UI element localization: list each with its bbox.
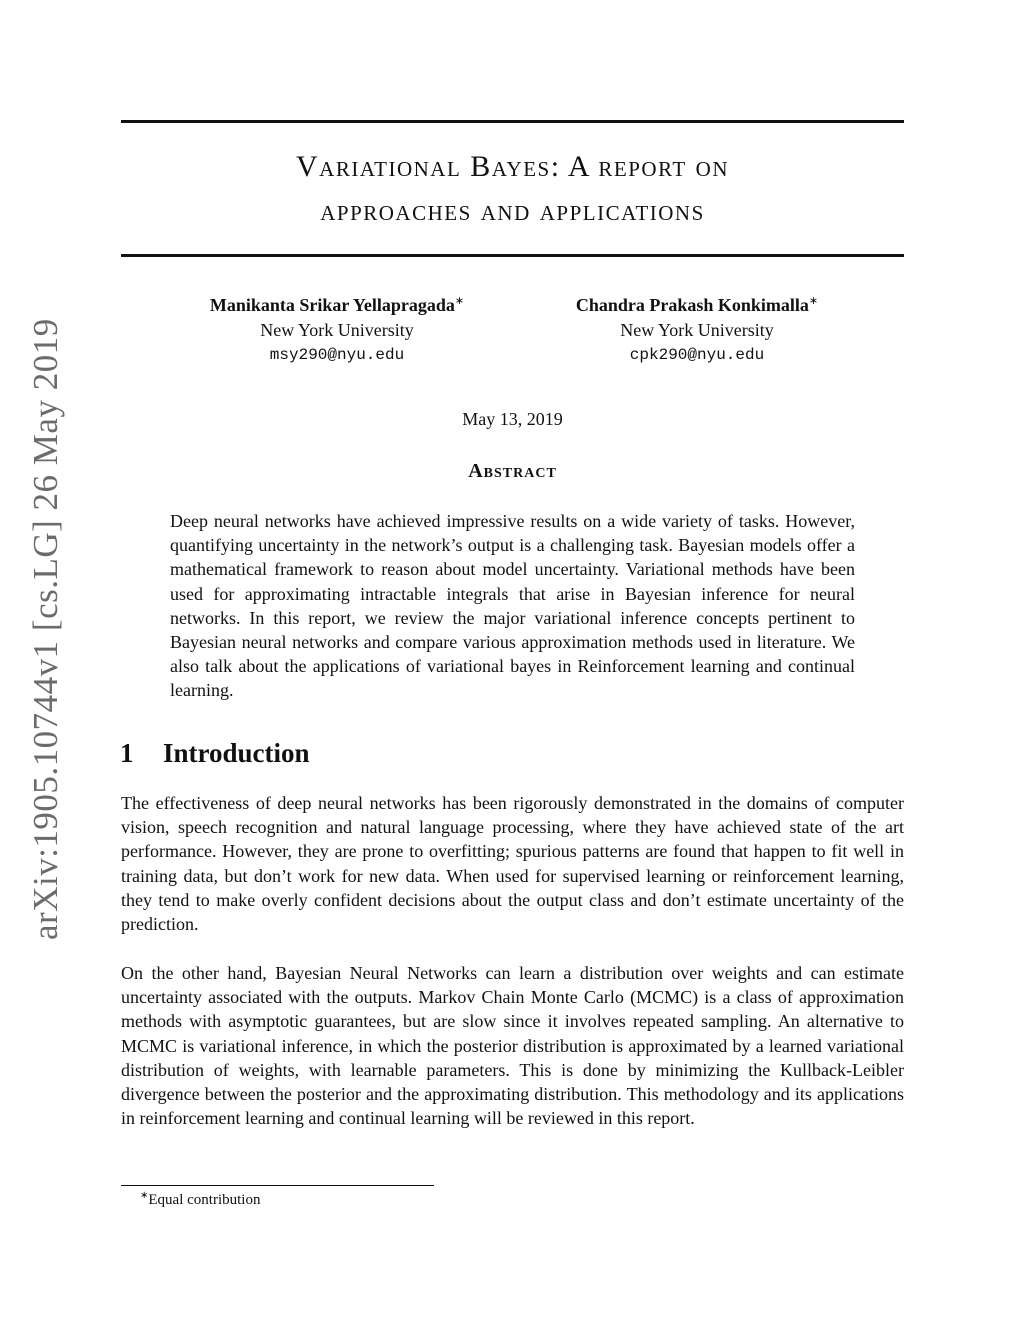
section-heading — [120, 738, 310, 769]
author-footnote-marker: ∗ — [808, 295, 819, 307]
abstract-heading: Abstract — [468, 460, 557, 482]
title-line-2: approaches and applications — [320, 194, 705, 227]
section-number: 1 — [120, 738, 134, 768]
title-top-rule — [121, 120, 904, 123]
author-footnote-marker: ∗ — [454, 295, 465, 307]
arxiv-identifier-stamp: arXiv:1905.10744v1 [cs.LG] 26 May 2019 — [26, 318, 65, 940]
author-affiliation: New York University — [260, 320, 414, 340]
author-email[interactable]: msy290@nyu.edu — [269, 346, 405, 364]
publication-date: May 13, 2019 — [462, 409, 563, 429]
author-block-2 — [520, 289, 874, 368]
author-affiliation: New York University — [620, 320, 774, 340]
footnote-text: Equal contribution — [148, 1192, 261, 1208]
author-block-1 — [160, 289, 514, 368]
section-title: Introduction — [163, 738, 310, 768]
body-paragraph: The effectiveness of deep neural networks has been rigorously demonstrated in the domains of computer vision, speech recognition and natural language processing, where they have achieved state of the art performance. However, they are prone to overfitting; spurious patterns are found that happen to fit well in training data, but don’t work for new data. When used for supervised learning or reinforcement learning, they tend to make overly confident decisions about the output class and don’t estimate uncertainty of the prediction. — [121, 793, 904, 935]
footnote — [140, 1190, 260, 1209]
abstract-text: Deep neural networks have achieved impressive results on a wide variety of tasks. However, quantifying uncertainty in the network’s output is a challenging task. Bayesian models offer a mathematical framework to reason about model uncertainty. Variational methods have been used for approximating intractable integrals that arise in Bayesian inference for neural networks. In this report, we review the major variational inference concepts pertinent to Bayesian neural networks and compare various approximation methods used in literature. We also talk about the applications of variational bayes in Reinforcement learning and continual learning. — [170, 511, 855, 701]
footnote-marker: ∗ — [140, 1190, 149, 1201]
body-paragraph: On the other hand, Bayesian Neural Networks can learn a distribution over weights and can estimate uncertainty associated with the outputs. Markov Chain Monte Carlo (MCMC) is a class of approximation methods with asymptotic guarantees, but are slow since it involves repeated sampling. An alternative to MCMC is variational inference, in which the posterior distribution is approximated by a learned variational distribution of weights, with learnable parameters. This is done by minimizing the Kullback-Leibler divergence between the posterior and the approximating distribution. This methodology and its applications in reinforcement learning and continual learning will be reviewed in this report. — [121, 963, 904, 1129]
author-email[interactable]: cpk290@nyu.edu — [629, 346, 765, 364]
title-line-1: Variational Bayes: A report on — [295, 150, 729, 183]
paper-title — [121, 145, 904, 233]
title-bottom-rule — [121, 254, 904, 257]
author-name: Manikanta Srikar Yellapragada — [209, 295, 455, 315]
author-name: Chandra Prakash Konkimalla — [575, 295, 809, 315]
footnote-rule — [121, 1185, 434, 1186]
